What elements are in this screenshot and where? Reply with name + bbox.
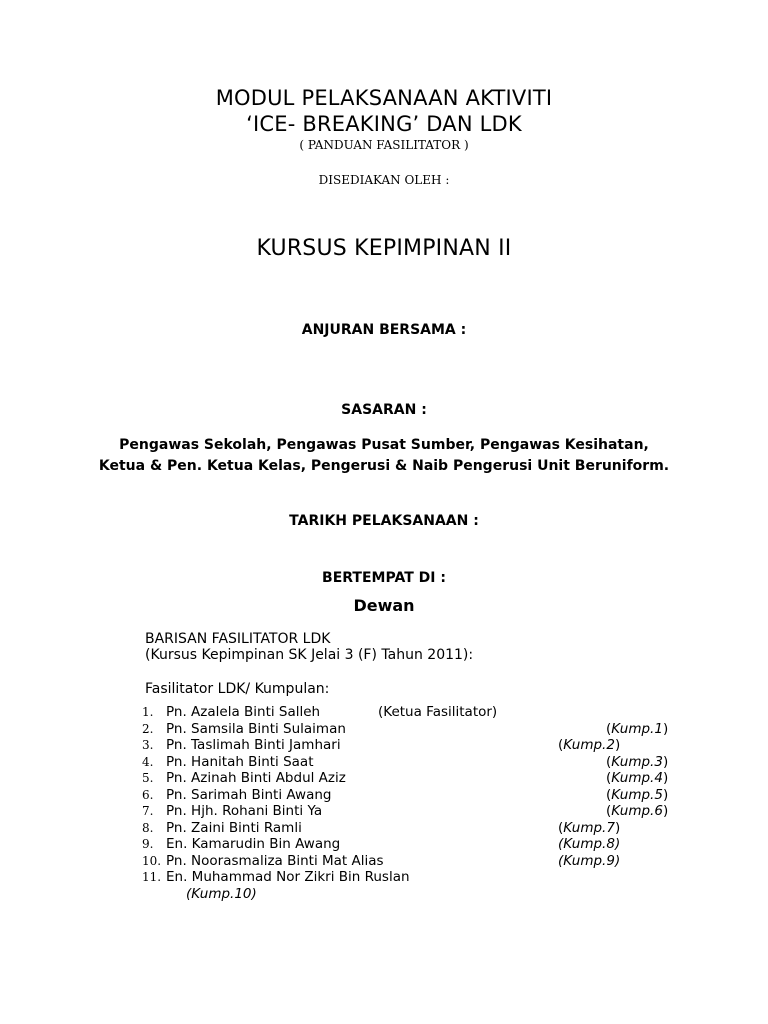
venue-value: Dewan (353, 596, 415, 615)
group-tag: Kump.1 (611, 720, 663, 737)
facilitator-name: Pn. Noorasmaliza Binti Mat Alias (166, 852, 384, 869)
prepared-by-label: DISEDIAKAN OLEH : (318, 173, 450, 187)
list-item: 8. Pn. Zaini Binti Ramli (Kump.7) (142, 819, 621, 836)
list-item: 7. Pn. Hjh. Rohani Binti Ya (Kump.6) (142, 803, 669, 819)
date-label: TARIKH PELAKSANAAN : (289, 513, 479, 529)
list-item-continuation: (Kump.10) (186, 885, 257, 902)
title-line-1: MODUL PELAKSANAAN AKTIVITI (215, 86, 553, 110)
target-line-1: Pengawas Sekolah, Pengawas Pusat Sumber, Pengawas Kesihatan, (119, 437, 649, 453)
course-title: KURSUS KEPIMPINAN II (256, 236, 512, 261)
group-tag: Kump.9 (563, 852, 615, 869)
group-tag: Kump.8 (563, 836, 615, 852)
facilitator-name: Pn. Taslimah Binti Jamhari (166, 737, 341, 753)
group-tag: Kump.6 (611, 803, 663, 819)
facilitator-name: Pn. Azinah Binti Abdul Aziz (166, 770, 346, 786)
group-tag: Kump.3 (611, 753, 663, 770)
target-line-2: Ketua & Pen. Ketua Kelas, Pengerusi & Naib Pengerusi Unit Beruniform. (98, 458, 670, 474)
group-tag: Kump.10 (191, 885, 252, 902)
list-item: 6. Pn. Sarimah Binti Awang (Kump.5) (142, 786, 669, 803)
facilitator-group-label: Fasilitator LDK/ Kumpulan: (145, 681, 330, 697)
list-item: 11. En. Muhammad Nor Zikri Bin Ruslan (142, 869, 410, 885)
list-item: 5. Pn. Azinah Binti Abdul Aziz (Kump.4) (142, 770, 669, 786)
list-item: 10. Pn. Noorasmaliza Binti Mat Alias (Kump.9) (142, 852, 621, 869)
facilitator-name: Pn. Azalela Binti Salleh (166, 704, 321, 720)
facilitator-name: Pn. Hjh. Rohani Binti Ya (166, 803, 323, 819)
list-item: 3. Pn. Taslimah Binti Jamhari (Kump.2) (142, 737, 621, 753)
list-item: 9. En. Kamarudin Bin Awang (Kump.8) (142, 836, 621, 852)
group-tag: Kump.7 (563, 819, 615, 836)
facilitator-name: Pn. Zaini Binti Ramli (166, 819, 302, 836)
group-tag: Kump.4 (611, 770, 663, 786)
facilitator-subheading: (Kursus Kepimpinan SK Jelai 3 (F) Tahun 2011): (145, 647, 474, 663)
list-item: 4. Pn. Hanitah Binti Saat (Kump.3) (142, 753, 669, 770)
facilitator-heading: BARISAN FASILITATOR LDK (145, 631, 331, 647)
facilitator-name: Pn. Hanitah Binti Saat (166, 753, 314, 770)
facilitator-role: (Ketua Fasilitator) (378, 704, 498, 720)
group-tag: Kump.5 (611, 786, 663, 803)
facilitator-name: En. Kamarudin Bin Awang (166, 836, 341, 852)
facilitator-name: Pn. Samsila Binti Sulaiman (166, 720, 346, 737)
venue-label: BERTEMPAT DI : (322, 570, 446, 586)
facilitator-name: Pn. Sarimah Binti Awang (166, 786, 332, 803)
subtitle: ( PANDUAN FASILITATOR ) (299, 138, 469, 152)
group-tag: Kump.2 (563, 737, 615, 753)
facilitator-name: En. Muhammad Nor Zikri Bin Ruslan (166, 869, 410, 885)
facilitator-list (142, 704, 702, 902)
organizer-label: ANJURAN BERSAMA : (301, 322, 467, 338)
title-line-2: ‘ICE- BREAKING’ DAN LDK (246, 112, 522, 136)
target-label: SASARAN : (341, 402, 427, 418)
list-item: 1. Pn. Azalela Binti Salleh (Ketua Fasilitator) (142, 704, 498, 720)
list-item: 2. Pn. Samsila Binti Sulaiman (Kump.1) (142, 720, 669, 737)
